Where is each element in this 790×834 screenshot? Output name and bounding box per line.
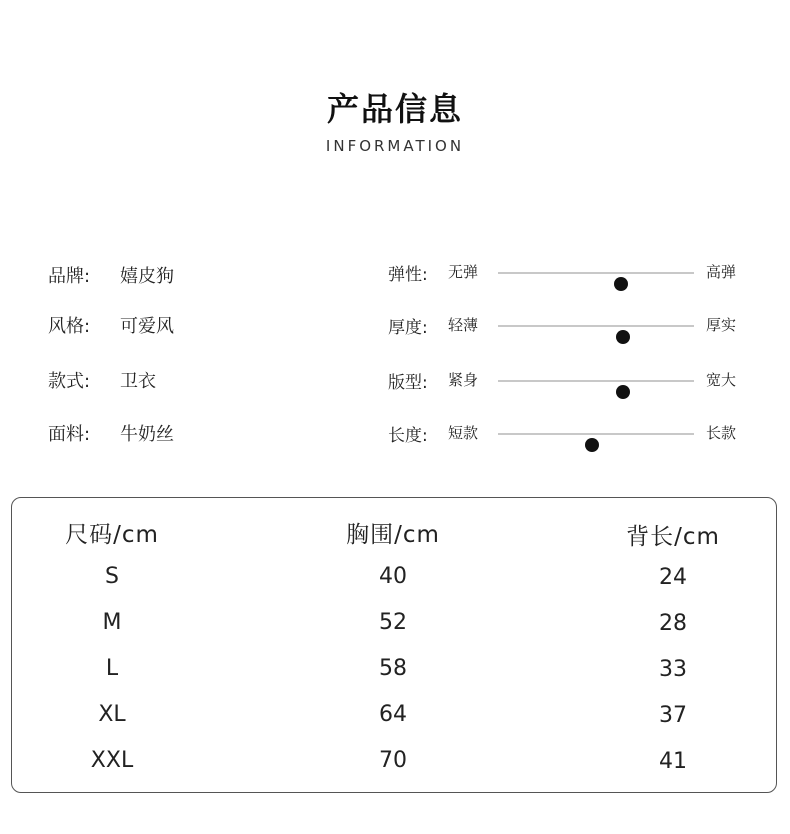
scale-track xyxy=(498,380,694,382)
scale-fit xyxy=(388,368,748,392)
scale-low-label: 无弹 xyxy=(448,263,479,281)
scale-label: 弹性: xyxy=(388,265,428,285)
table-cell: 58 xyxy=(379,656,407,681)
table-header-size: 尺码/cm xyxy=(65,522,159,548)
scale-high-label: 厚实 xyxy=(706,316,737,334)
scale-track xyxy=(498,272,694,274)
scale-label: 长度: xyxy=(388,426,428,446)
info-value: 牛奶丝 xyxy=(120,424,174,445)
table-cell: XXL xyxy=(90,748,134,773)
table-cell: 33 xyxy=(659,657,687,682)
table-cell: XL xyxy=(98,702,126,727)
table-cell: 41 xyxy=(659,749,687,774)
info-row-style xyxy=(48,312,174,338)
scale-indicator xyxy=(585,438,599,452)
table-cell: M xyxy=(102,610,122,635)
scale-high-label: 高弹 xyxy=(706,263,737,281)
scale-track xyxy=(498,433,694,435)
info-value: 嬉皮狗 xyxy=(120,266,174,287)
table-cell: L xyxy=(105,656,119,681)
info-key: 款式: xyxy=(48,371,91,392)
info-row-brand xyxy=(48,262,174,288)
size-table xyxy=(11,497,777,793)
scale-high-label: 长款 xyxy=(706,424,737,442)
scale-low-label: 短款 xyxy=(448,424,479,442)
table-cell: 52 xyxy=(379,610,407,635)
scale-indicator xyxy=(616,385,630,399)
table-header-chest: 胸围/cm xyxy=(346,522,440,548)
table-cell: 24 xyxy=(659,565,687,590)
scale-elasticity xyxy=(388,260,748,284)
table-cell: 64 xyxy=(379,702,407,727)
scale-indicator xyxy=(616,330,630,344)
scale-low-label: 紧身 xyxy=(448,371,479,389)
table-header-back-length: 背长/cm xyxy=(626,524,720,550)
table-cell: 28 xyxy=(659,611,687,636)
scale-track xyxy=(498,325,694,327)
table-cell: 40 xyxy=(379,564,407,589)
scale-high-label: 宽大 xyxy=(706,371,737,389)
page-title: 产品信息 xyxy=(326,90,463,128)
info-row-fabric xyxy=(48,420,174,446)
scale-low-label: 轻薄 xyxy=(448,316,479,334)
info-value: 卫衣 xyxy=(120,371,156,392)
scale-length xyxy=(388,421,748,445)
table-cell: 70 xyxy=(379,748,407,773)
info-key: 品牌: xyxy=(48,266,91,287)
table-cell: 37 xyxy=(659,703,687,728)
info-row-type xyxy=(48,367,156,393)
scale-indicator xyxy=(614,277,628,291)
table-cell: S xyxy=(105,564,119,589)
scale-label: 厚度: xyxy=(388,318,428,338)
info-key: 风格: xyxy=(48,316,91,337)
info-key: 面料: xyxy=(48,424,91,445)
info-value: 可爱风 xyxy=(120,316,174,337)
scale-label: 版型: xyxy=(388,373,428,393)
scale-thickness xyxy=(388,313,748,337)
page-subtitle: INFORMATION xyxy=(325,137,465,155)
